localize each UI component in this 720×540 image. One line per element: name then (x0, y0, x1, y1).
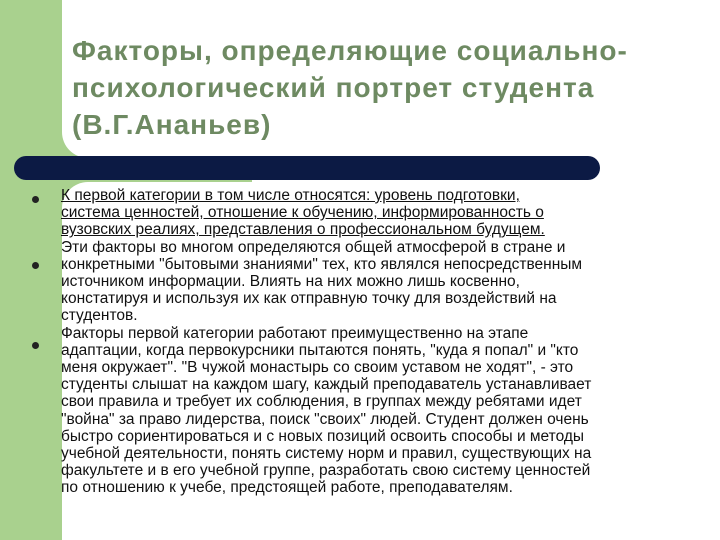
text-line: источником информации. Влиять на них можно лишь косвенно, (61, 273, 520, 291)
text-line: система ценностей, отношение к обучению, информированность о (61, 204, 544, 222)
text-line: констатируя и используя их как отправную точку для воздействий на (61, 290, 557, 308)
text-line: К первой категории в том числе относятся: уровень подготовки, (61, 187, 520, 204)
title-line: Факторы, определяющие социально- (72, 35, 628, 66)
paragraph-2 (61, 239, 681, 325)
text-line: Эти факторы во многом определяются общей атмосферой в стране и (61, 238, 566, 256)
text-line: быстро сориентироваться и с новых позиций освоить способы и методы (61, 427, 585, 445)
text-line: конкретными "бытовыми знаниями" тех, кто являлся непосредственным (61, 255, 583, 273)
paragraph-1 (61, 187, 681, 239)
title-line: (В.Г.Ананьев) (72, 109, 272, 140)
text-line: студентов. (61, 307, 138, 325)
text-line: адаптации, когда первокурсники пытаются понять, "куда я попал" и "кто (61, 341, 579, 359)
title-divider-bar (14, 156, 600, 180)
paragraph-3 (61, 325, 681, 497)
text-line: студенты слышат на каждом шагу, каждый преподаватель устанавливает (61, 376, 592, 394)
slide-title (72, 32, 692, 143)
text-line: Факторы первой категории работают преимущественно на этапе (61, 324, 529, 342)
text-line: "война" за право лидерства, поиск "своих" людей. Студент должен очень (61, 410, 589, 428)
text-line: свои правила и требует их соблюдения, в группах между ребятами идет (61, 393, 582, 411)
title-line: психологический портрет студента (72, 72, 595, 103)
slide-body (61, 187, 681, 497)
text-line: меня окружает". "В чужой монастырь со своим уставом не ходят", - это (61, 359, 574, 377)
text-line: по отношению к учебе, предстоящей работе, преподавателям. (61, 479, 513, 497)
text-line: вузовских реалиях, представления о профессиональном будущем. (61, 221, 545, 239)
bullet-icon (32, 262, 39, 269)
text-line: учебной деятельности, понять систему норм и правил, существующих на (61, 445, 592, 463)
text-line: факультете и в его учебной группе, разработать свою систему ценностей (61, 462, 591, 480)
bullet-icon (32, 196, 39, 203)
bullet-icon (32, 342, 39, 349)
